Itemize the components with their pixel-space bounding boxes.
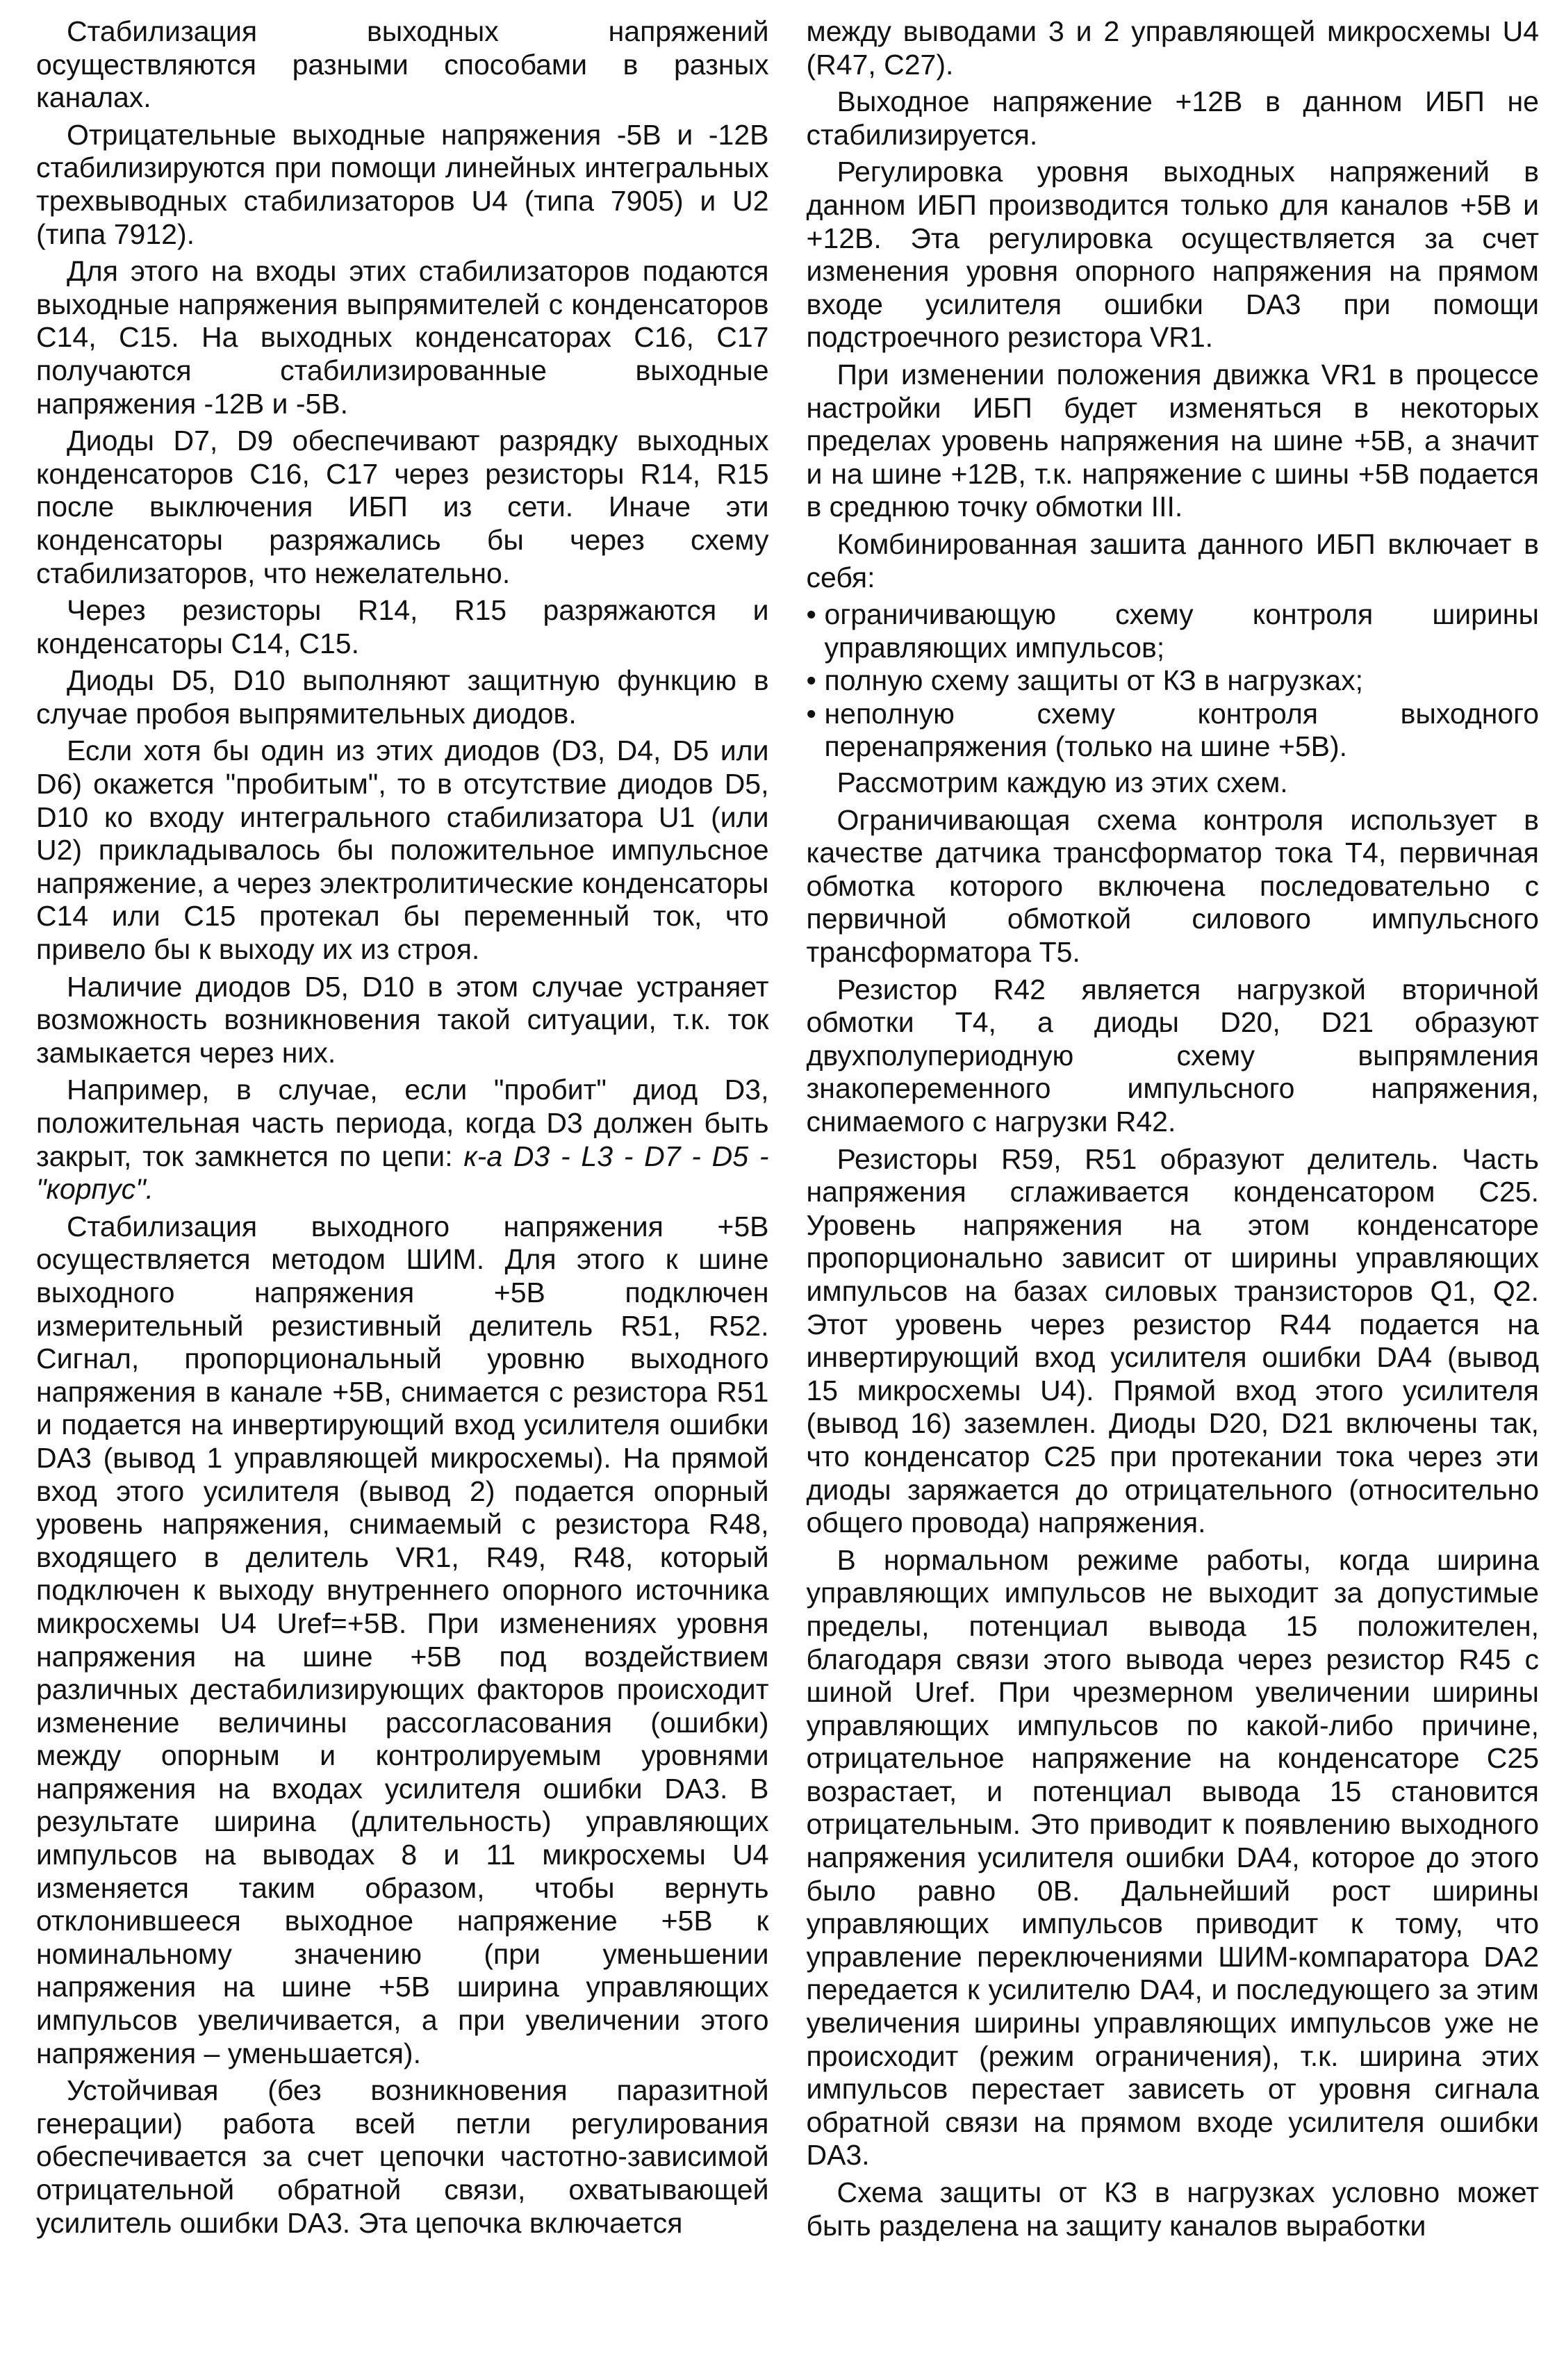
paragraph: В нормальном режиме работы, когда ширина управляющих импульсов не выходит за допустимые пределы, потенциал вывода 15 положителен, благодаря связи этого вывода через резистор R45 с шиной Uref. При чрезмерном увеличении ширины управляющих импульсов по какой-либо причине, отрицательное напряжение на конденсаторе С25 возрастает, и потенциал вывода 15 становится отрицательным. Это приводит к появлению выходного напряжения усилителя ошибки DA4, которое до этого было равно 0В. Дальнейший рост ширины управляющих импульсов приводит к тому, что управление переключениями ШИМ-компаратора DA2 передается к усилителю DA4, и последующего за этим увеличения ширины управляющих импульсов уже не происходит (режим ограничения), т.к. ширина этих импульсов перестает зависеть от уровня сигнала обратной связи на прямом входе усилителя ошибки DA3.	[806, 1543, 1539, 2172]
protection-list	[807, 598, 1540, 764]
paragraph: Наличие диодов D5, D10 в этом случае устраняет возможность возникновения такой ситуации, т.к. ток замыкается через них.	[36, 970, 769, 1069]
paragraph: Резисторы R59, R51 образуют делитель. Часть напряжения сглаживается конденсатором С25. Уровень напряжения на этом конденсаторе пропорционально зависит от ширины управляющих импульсов на базах силовых транзисторов Q1, Q2. Этот уровень через резистор R44 подается на инвертирующий вход усилителя ошибки DA4 (вывод 15 микросхемы U4). Прямой вход этого усилителя (вывод 16) заземлен. Диоды D20, D21 включены так, что конденсатор С25 при протекании тока через эти диоды заряжается до отрицательного (относительно общего провода) напряжения.	[806, 1142, 1539, 1539]
paragraph: Выходное напряжение +12В в данном ИБП не стабилизируется.	[806, 85, 1539, 151]
circuit-path: к-а D3 - L3 - D7 - D5 - "корпус".	[36, 1140, 769, 1206]
paragraph-text: Например, в случае, если "пробит" диод D3, положительная часть периода, когда D3 должен быть закрыт, ток замкнется по цепи:	[36, 1074, 769, 1172]
paragraph: Комбинированная зашита данного ИБП включает в себя:	[806, 527, 1539, 593]
list-item: • полную схему защиты от КЗ в нагрузках;	[807, 664, 1540, 698]
paragraph: Через резисторы R14, R15 разряжаются и конденсаторы С14, С15.	[36, 594, 769, 659]
paragraph: При изменении положения движка VR1 в процессе настройки ИБП будет изменяться в некоторых пределах уровень напряжения на шине +5В, а значит и на шине +12В, т.к. напряжение с шины +5В подается в среднюю точку обмотки III.	[806, 358, 1539, 523]
paragraph: Ограничивающая схема контроля использует в качестве датчика трансформатор тока Т4, первичная обмотка которого включена последовательно с первичной обмоткой силового импульсного трансформатора Т5.	[806, 803, 1539, 969]
paragraph	[36, 1074, 769, 1206]
paragraph: Стабилизация выходных напряжений осуществляются разными способами в разных каналах.	[36, 15, 769, 114]
list-item: • неполную схему контроля выходного перенапряжения (только на шине +5В).	[807, 698, 1540, 764]
paragraph: Регулировка уровня выходных напряжений в данном ИБП производится только для каналов +5В и +12В. Эта регулировка осуществляется за счет изменения уровня опорного напряжения на прямом входе усилителя ошибки DA3 при помощи подстроечного резистора VR1.	[806, 156, 1539, 354]
paragraph: Если хотя бы один из этих диодов (D3, D4, D5 или D6) окажется "пробитым", то в отсутствие диодов D5, D10 ко входу интегрального стабилизатора U1 (или U2) прикладывалось бы положительное импульсное напряжение, а через электролитические конденсаторы С14 или С15 протекал бы переменный ток, что привело бы к выходу их из строя.	[36, 734, 769, 966]
paragraph-continued: между выводами 3 и 2 управляющей микросхемы U4 (R47, С27).	[806, 15, 1539, 81]
left-column	[36, 15, 769, 2380]
paragraph: Отрицательные выходные напряжения -5В и -12В стабилизируются при помощи линейных интегральных трехвыводных стабилизаторов U4 (типа 7905) и U2 (типа 7912).	[36, 118, 769, 250]
paragraph: Рассмотрим каждую из этих схем.	[837, 766, 1288, 799]
paragraph: Стабилизация выходного напряжения +5В осуществляется методом ШИМ. Для этого к шине выходного напряжения +5В подключен измерительный резистивный делитель R51, R52. Сигнал, пропорциональный уровню выходного напряжения в канале +5В, снимается с резистора R51 и подается на инвертирующий вход усилителя ошибки DA3 (вывод 1 управляющей микросхемы). На прямой вход этого усилителя (вывод 2) подается опорный уровень напряжения, снимаемый с резистора R48, входящего в делитель VR1, R49, R48, который подключен к выходу внутреннего опорного источника микросхемы U4 Uref=+5В. При изменениях уровня напряжения на шине +5В под воздействием различных дестабилизирующих факторов происходит изменение величины рассогласования (ошибки) между опорным и контролируемым уровнями напряжения на входах усилителя ошибки DA3. В результате ширина (длительность) управляющих импульсов на выводах 8 и 11 микросхемы U4 изменяется таким образом, чтобы вернуть отклонившееся выходное напряжение +5В к номинальному значению (при уменьшении напряжения на шине +5В ширина управляющих импульсов увеличивается, а при увеличении этого напряжения – уменьшается).	[36, 1210, 769, 2069]
right-column	[807, 15, 1540, 2380]
paragraph: Резистор R42 является нагрузкой вторичной обмотки Т4, а диоды D20, D21 образуют двухполупериодную схему выпрямления знакопеременного импульсного напряжения, снимаемого с нагрузки R42.	[806, 973, 1539, 1138]
paragraph: Устойчивая (без возникновения паразитной генерации) работа всей петли регулирования обеспечивается за счет цепочки частотно-зависимой отрицательной обратной связи, охватывающей усилитель ошибки DA3. Эта цепочка включается	[36, 2074, 769, 2239]
two-column-layout	[36, 15, 1539, 2380]
paragraph: Диоды D7, D9 обеспечивают разрядку выходных конденсаторов С16, С17 через резисторы R14, R15 после выключения ИБП из сети. Иначе эти конденсаторы разряжались бы через схему стабилизаторов, что нежелательно.	[36, 425, 769, 589]
paragraph: Диоды D5, D10 выполняют защитную функцию в случае пробоя выпрямительных диодов.	[36, 664, 769, 730]
paragraph: Схема защиты от КЗ в нагрузках условно может быть разделена на защиту каналов выработки	[806, 2176, 1539, 2242]
list-item: • ограничивающую схему контроля ширины управляющих импульсов;	[807, 598, 1540, 664]
paragraph: Для этого на входы этих стабилизаторов подаются выходные напряжения выпрямителей с конденсаторов С14, С15. На выходных конденсаторах С16, С17 получаются стабилизированные выходные напряжения -12В и -5В.	[36, 255, 769, 420]
